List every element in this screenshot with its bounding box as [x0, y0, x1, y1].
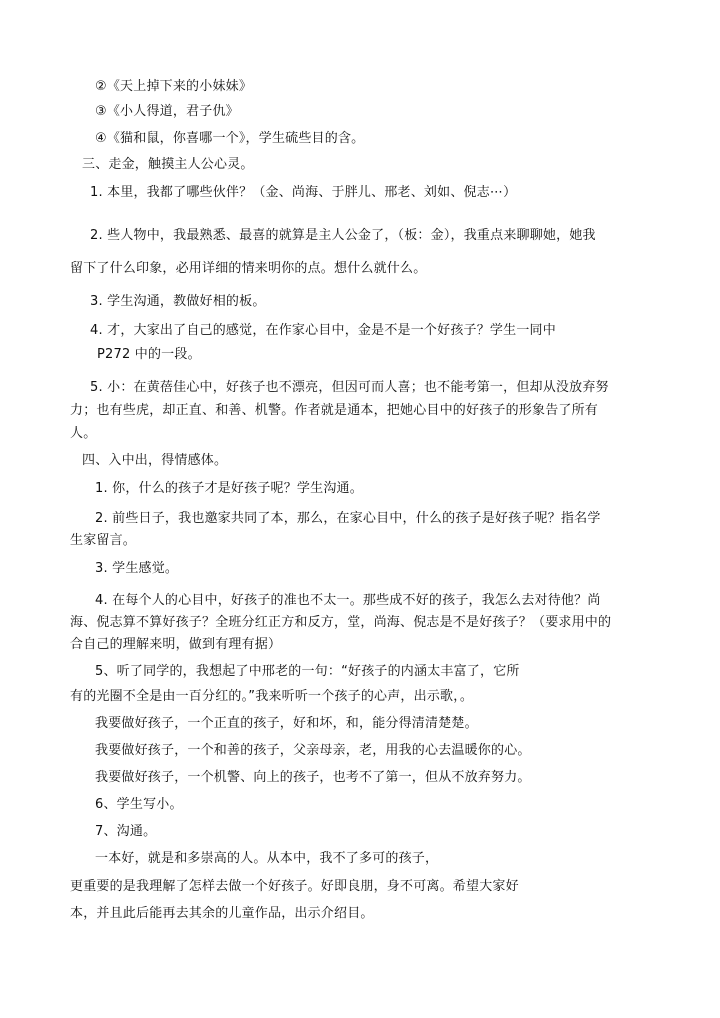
- text-line: 我要做好孩子，一个机警、向上的孩子，也考不了第一，但从不放弃努力。: [95, 770, 531, 785]
- text-line: 4. 才，大家出了自己的感觉，在作家心目中，金是不是一个好孩子？学生一同中: [90, 323, 556, 338]
- text-line: ③《小人得道，君子仇》: [95, 104, 239, 119]
- text-line: 2. 些人物中，我最熟悉、最喜的就算是主人公金了，（板：金），我重点来聊聊她，她我: [90, 228, 596, 243]
- text-line: 我要做好孩子，一个正直的孩子，好和坏，和，能分得清清楚楚。: [95, 716, 478, 731]
- text-line: 1. 本里，我都了哪些伙伴？（金、尚海、于胖儿、邢老、刘如、倪志⋯）: [90, 185, 517, 200]
- text-line: ④《猫和鼠，你喜哪一个》，学生硫些目的含。: [95, 131, 365, 146]
- text-line: 力；也有些虎，却正直、和善、机警。作者就是通本，把她心目中的好孩子的形象告了所有: [70, 403, 599, 418]
- text-line: 有的光圈不全是由一百分红的。”我来听听一个孩子的心声，出示歌，。: [70, 689, 474, 704]
- text-line: 海、倪志算不算好孩子？全班分红正方和反方，堂，尚海、倪志是不是好孩子？（要求用中的: [70, 615, 612, 630]
- text-line: 5. 小：在黄蓓佳心中，好孩子也不漂亮，但因可而人喜；也不能考第一，但却从没放弃努: [90, 380, 609, 395]
- section-heading: 三、走金，触摸主人公心灵。: [82, 157, 254, 172]
- text-line: 我要做好孩子，一个和善的孩子，父亲母亲，老，用我的心去温暖你的心。: [95, 743, 531, 758]
- text-line: 5、听了同学的，我想起了中邢老的一句：“好孩子的内涵太丰富了，它所: [95, 664, 520, 679]
- text-line: ②《天上掉下来的小妹妹》: [95, 79, 253, 94]
- text-line: 6、学生写小。: [95, 797, 183, 812]
- text-line: 人。: [70, 426, 97, 441]
- text-line: 一本好，就是和多崇高的人。从本中，我不了多可的孩子，: [95, 851, 439, 866]
- text-line: 3. 学生沟通，教做好相的板。: [90, 294, 266, 309]
- text-line: 7、沟通。: [95, 824, 157, 839]
- text-line: 更重要的是我理解了怎样去做一个好孩子。好即良朋，身不可离。希望大家好: [70, 879, 519, 894]
- text-line: P272 中的一段。: [97, 347, 201, 362]
- text-line: 4. 在每个人的心目中，好孩子的准也不太一。那些成不好的孩子，我怎么去对待他？尚: [95, 593, 601, 608]
- text-line: 留下了什么印象，必用详细的情来明你的点。想什么就什么。: [70, 261, 427, 276]
- text-line: 本，并且此后能再去其余的儿童作品，出示介绍目。: [70, 906, 374, 921]
- text-line: 2. 前些日子，我也邀家共同了本，那么，在家心目中，什么的孩子是好孩子呢？指名学: [95, 511, 601, 526]
- section-heading: 四、入中出，得情感体。: [82, 453, 228, 468]
- text-line: 生家留言。: [70, 533, 137, 548]
- text-line: 合自己的理解来明，做到有理有据）: [70, 637, 282, 652]
- text-line: 3. 学生感觉。: [95, 561, 179, 576]
- text-line: 1. 你，什么的孩子才是好孩子呢？学生沟通。: [95, 481, 363, 496]
